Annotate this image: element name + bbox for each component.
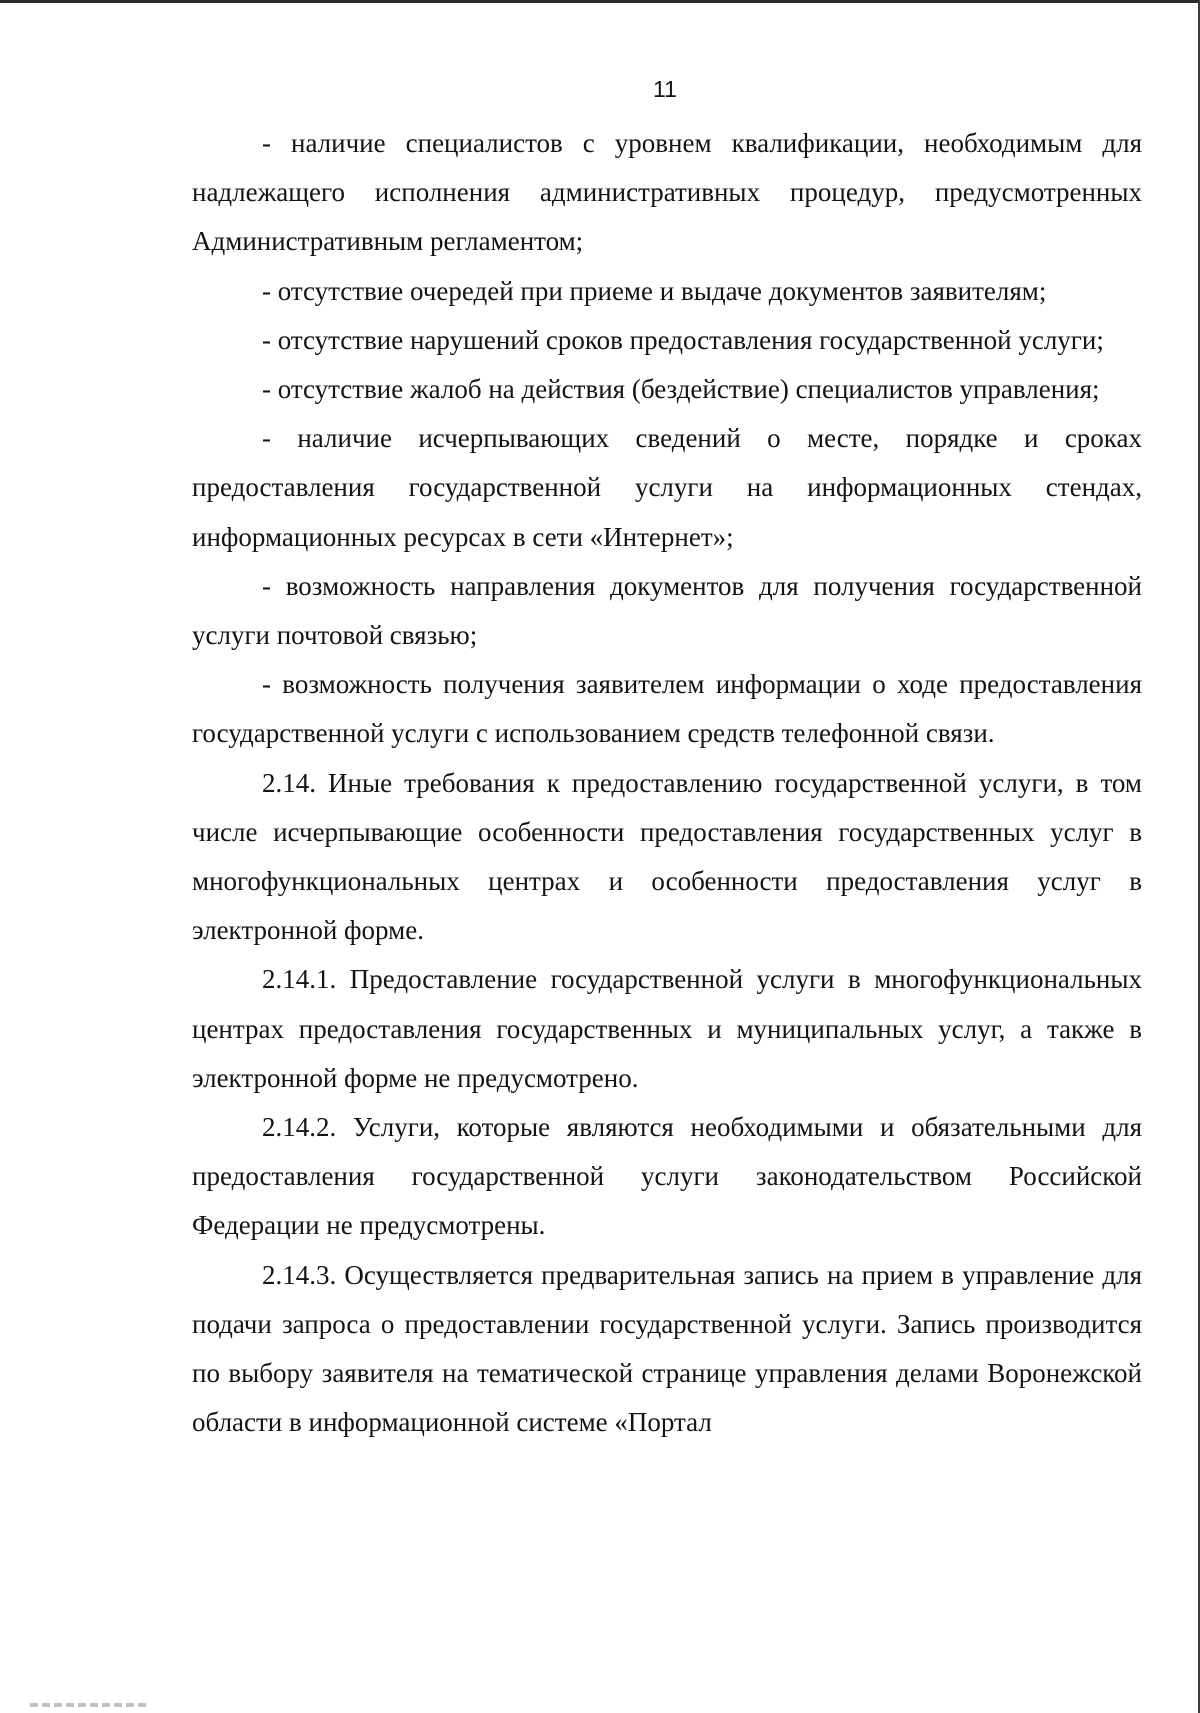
paragraph-information-stands: - наличие исчерпывающих сведений о месте, порядке и сроках предоставления государственной услуги на информационных стендах, информационных ресурсах в сети «Интернет»; bbox=[192, 423, 1142, 552]
document-body bbox=[192, 119, 1142, 1447]
paragraph-no-deadline-violations: - отсутствие нарушений сроков предоставления государственной услуги; bbox=[262, 324, 1104, 355]
page-number: 11 bbox=[653, 76, 677, 102]
paragraph-no-complaints: - отсутствие жалоб на действия (бездействие) специалистов управления; bbox=[262, 374, 1100, 405]
scan-edge-top bbox=[0, 0, 1200, 3]
paragraph-postal-documents: - возможность направления документов для получения государственной услуги почтовой связью; bbox=[192, 570, 1142, 651]
paragraph-section-2-14-1: 2.14.1. Предоставление государственной услуги в многофункциональных центрах предоставления государственных и муниципальных услуг, а также в электронной форме не предусмотрено. bbox=[192, 964, 1142, 1093]
paragraph-telephone-info: - возможность получения заявителем информации о ходе предоставления государственной услуги с использованием средств телефонной связи. bbox=[192, 669, 1142, 749]
paragraph-section-2-14-2: 2.14.2. Услуги, которые являются необходимыми и обязательными для предоставления государственной услуги законодательством Российской Федерации не предусмотрены. bbox=[192, 1112, 1142, 1241]
paragraph-specialists: - наличие специалистов с уровнем квалификации, необходимым для надлежащего исполнения административных процедур, предусмотренных Административным регламентом; bbox=[192, 128, 1142, 257]
scan-footer-marks bbox=[30, 1703, 150, 1707]
paragraph-no-queues: - отсутствие очередей при приеме и выдаче документов заявителям; bbox=[262, 275, 1047, 306]
paragraph-section-2-14: 2.14. Иные требования к предоставлению государственной услуги, в том числе исчерпывающие особенности предоставления государственных услуг в многофункциональных центрах и особенности предоставления услуг в электронной форме. bbox=[192, 767, 1142, 946]
paragraph-section-2-14-3: 2.14.3. Осуществляется предварительная запись на прием в управление для подачи запроса о предоставлении государственной услуги. Запись производится по выбору заявителя на тематической странице управления делами Воронежской области в информационной системе «Портал bbox=[192, 1259, 1142, 1438]
